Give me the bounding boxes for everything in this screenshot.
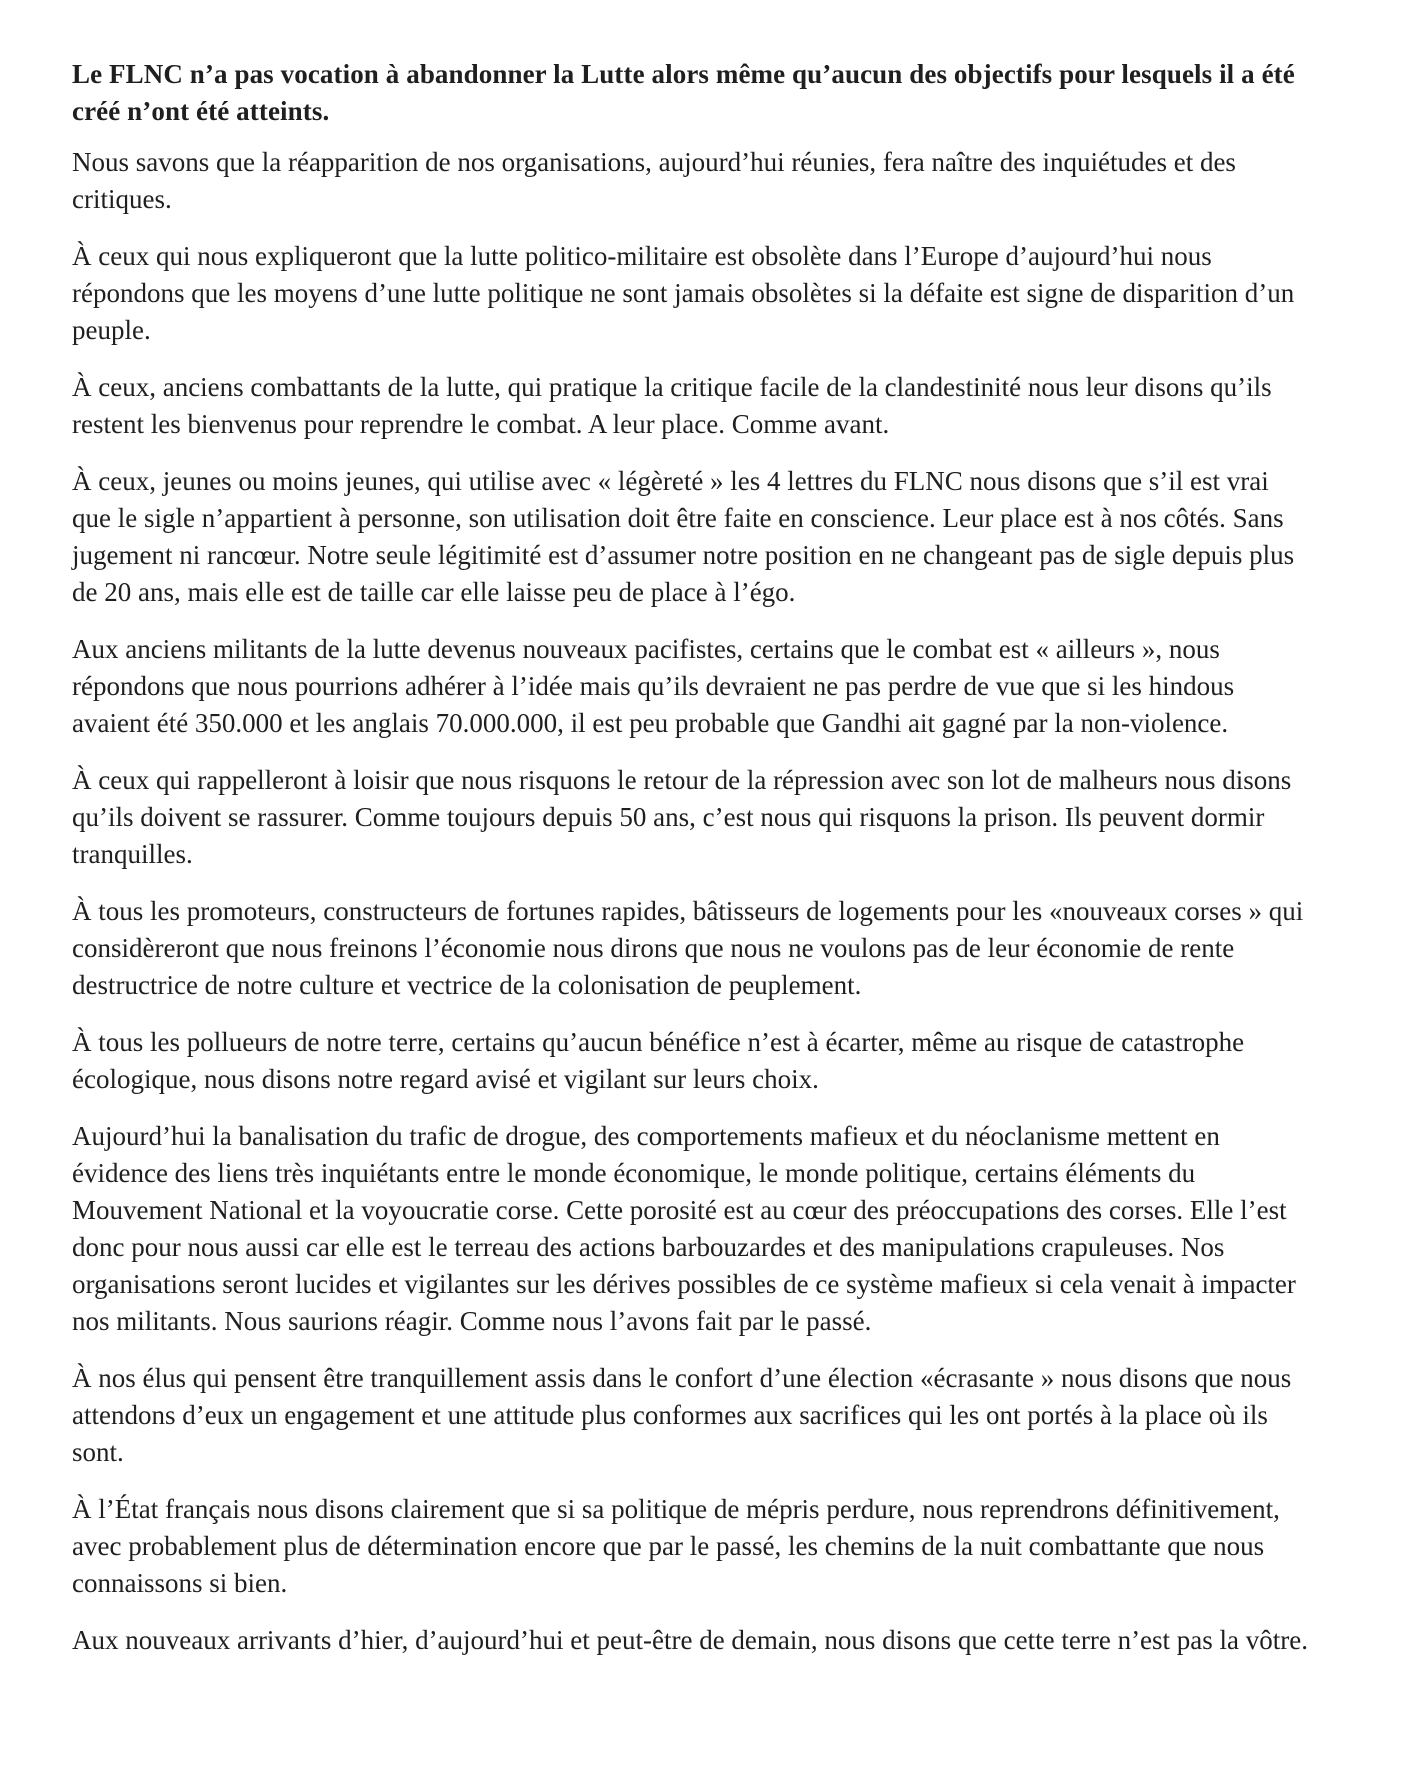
paragraph: Aux nouveaux arrivants d’hier, d’aujourd’hui et peut-être de demain, nous disons que cette terre n’est pas la vôtre. [72, 1625, 1309, 1655]
paragraph: À ceux qui rappelleront à loisir que nous risquons le retour de la répression avec son lot de malheurs nous disons qu’ils doivent se rassurer. Comme toujours depuis 50 ans, c’est nous qui risquons la prison. Ils peuvent dormir tranquilles. [72, 765, 1292, 869]
paragraph: À ceux qui nous expliqueront que la lutte politico-militaire est obsolète dans l’Europe d’aujourd’hui nous répondons que les moyens d’une lutte politique ne sont jamais obsolètes si la défaite est signe de disparition d’un peuple. [72, 241, 1295, 345]
document-page [72, 56, 1312, 1679]
paragraph: À tous les pollueurs de notre terre, certains qu’aucun bénéfice n’est à écarter, même au risque de catastrophe écologique, nous disons notre regard avisé et vigilant sur leurs choix. [72, 1027, 1245, 1094]
paragraph: À nos élus qui pensent être tranquillement assis dans le confort d’une élection «écrasante » nous disons que nous attendons d’eux un engagement et une attitude plus conformes aux sacrifices qui les ont portés à la place où ils sont. [72, 1363, 1292, 1467]
paragraph: À ceux, jeunes ou moins jeunes, qui utilise avec « légèreté » les 4 lettres du FLNC nous disons que s’il est vrai que le sigle n’appartient à personne, son utilisation doit être faite en conscience. Leur place est à nos côtés. Sans jugement ni rancœur. Notre seule légitimité est d’assumer notre position en ne changeant pas de sigle depuis plus de 20 ans, mais elle est de taille car elle laisse peu de place à l’égo. [72, 466, 1295, 607]
paragraph: Aux anciens militants de la lutte devenus nouveaux pacifistes, certains que le combat est « ailleurs », nous répondons que nous pourrions adhérer à l’idée mais qu’ils devraient ne pas perdre de vue que si les hindous avaient été 350.000 et les anglais 70.000.000, il est peu probable que Gandhi ait gagné par la non-violence. [72, 634, 1235, 738]
paragraph: Aujourd’hui la banalisation du trafic de drogue, des comportements mafieux et du néoclanisme mettent en évidence des liens très inquiétants entre le monde économique, le monde politique, certains éléments du Mouvement National et la voyoucratie corse. Cette porosité est au cœur des préoccupations des corses. Elle l’est donc pour nous aussi car elle est le terreau des actions barbouzardes et des manipulations crapuleuses. Nos organisations seront lucides et vigilantes sur les dérives possibles de ce système mafieux si cela venait à impacter nos militants. Nous saurions réagir. Comme nous l’avons fait par le passé. [72, 1121, 1296, 1336]
paragraph: Nous savons que la réapparition de nos organisations, aujourd’hui réunies, fera naître des inquiétudes et des critiques. [72, 147, 1236, 214]
paragraph: À l’État français nous disons clairement que si sa politique de mépris perdure, nous reprendrons définitivement, avec probablement plus de détermination encore que par le passé, les chemins de la nuit combattante que nous connaissons si bien. [72, 1494, 1280, 1598]
document-heading: Le FLNC n’a pas vocation à abandonner la Lutte alors même qu’aucun des objectifs pour lesquels il a été créé n’ont été atteints. [72, 59, 1295, 126]
paragraph: À tous les promoteurs, constructeurs de fortunes rapides, bâtisseurs de logements pour les «nouveaux corses » qui considèreront que nous freinons l’économie nous dirons que nous ne voulons pas de leur économie de rente destructrice de notre culture et vectrice de la colonisation de peuplement. [72, 896, 1304, 1000]
paragraph: À ceux, anciens combattants de la lutte, qui pratique la critique facile de la clandestinité nous leur disons qu’ils restent les bienvenus pour reprendre le combat. A leur place. Comme avant. [72, 372, 1272, 439]
